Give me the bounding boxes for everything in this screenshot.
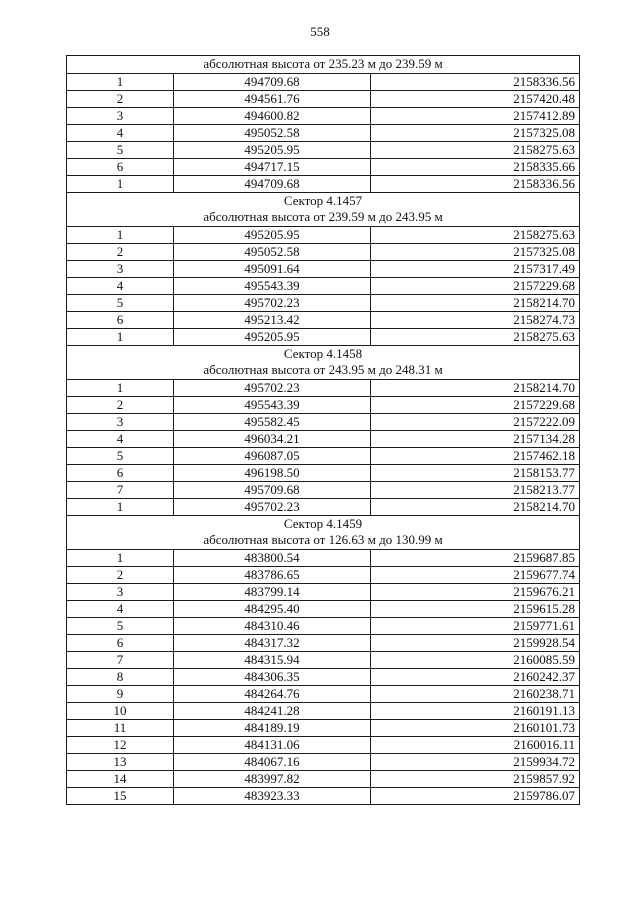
y-coordinate-cell: 2158336.56 xyxy=(371,175,580,192)
point-number-cell: 4 xyxy=(67,277,174,294)
y-coordinate-cell: 2157134.28 xyxy=(371,430,580,447)
y-coordinate-cell: 2159786.07 xyxy=(371,787,580,804)
table-row xyxy=(67,685,580,702)
y-coordinate-cell: 2157462.18 xyxy=(371,447,580,464)
x-coordinate-cell: 484189.19 xyxy=(174,719,371,736)
x-coordinate-cell: 483800.54 xyxy=(174,549,371,566)
sector-title: Сектор 4.1457 xyxy=(283,192,363,208)
sector-header-row xyxy=(67,192,580,226)
point-number-cell: 12 xyxy=(67,736,174,753)
y-coordinate-cell: 2160238.71 xyxy=(371,685,580,702)
x-coordinate-cell: 483997.82 xyxy=(174,770,371,787)
point-number-cell: 14 xyxy=(67,770,174,787)
table-row xyxy=(67,617,580,634)
y-coordinate-cell: 2158274.73 xyxy=(371,311,580,328)
point-number-cell: 11 xyxy=(67,719,174,736)
x-coordinate-cell: 484067.16 xyxy=(174,753,371,770)
point-number-cell: 6 xyxy=(67,634,174,651)
x-coordinate-cell: 484306.35 xyxy=(174,668,371,685)
y-coordinate-cell: 2158213.77 xyxy=(371,481,580,498)
x-coordinate-cell: 494709.68 xyxy=(174,175,371,192)
point-number-cell: 6 xyxy=(67,311,174,328)
table-row xyxy=(67,175,580,192)
x-coordinate-cell: 484264.76 xyxy=(174,685,371,702)
sector-title: Сектор 4.1458 xyxy=(283,345,363,361)
height-range: абсолютная высота от 126.63 м до 130.99 м xyxy=(203,532,443,547)
y-coordinate-cell: 2160085.59 xyxy=(371,651,580,668)
table-row xyxy=(67,243,580,260)
point-number-cell: 1 xyxy=(67,226,174,243)
x-coordinate-cell: 495205.95 xyxy=(174,141,371,158)
x-coordinate-cell: 495543.39 xyxy=(174,277,371,294)
table-row xyxy=(67,498,580,515)
sector-header-row xyxy=(67,515,580,549)
point-number-cell: 5 xyxy=(67,447,174,464)
x-coordinate-cell: 495543.39 xyxy=(174,396,371,413)
y-coordinate-cell: 2159676.21 xyxy=(371,583,580,600)
table-row xyxy=(67,73,580,90)
x-coordinate-cell: 495052.58 xyxy=(174,124,371,141)
point-number-cell: 3 xyxy=(67,413,174,430)
x-coordinate-cell: 494600.82 xyxy=(174,107,371,124)
height-range: абсолютная высота от 235.23 м до 239.59 м xyxy=(203,56,443,71)
table-row xyxy=(67,651,580,668)
table-row xyxy=(67,719,580,736)
x-coordinate-cell: 495213.42 xyxy=(174,311,371,328)
table-row xyxy=(67,107,580,124)
x-coordinate-cell: 496198.50 xyxy=(174,464,371,481)
point-number-cell: 4 xyxy=(67,430,174,447)
y-coordinate-cell: 2158214.70 xyxy=(371,379,580,396)
point-number-cell: 2 xyxy=(67,396,174,413)
x-coordinate-cell: 495702.23 xyxy=(174,294,371,311)
point-number-cell: 2 xyxy=(67,243,174,260)
table-row xyxy=(67,753,580,770)
point-number-cell: 6 xyxy=(67,158,174,175)
x-coordinate-cell: 494709.68 xyxy=(174,73,371,90)
y-coordinate-cell: 2158275.63 xyxy=(371,328,580,345)
y-coordinate-cell: 2157420.48 xyxy=(371,90,580,107)
point-number-cell: 3 xyxy=(67,107,174,124)
x-coordinate-cell: 496087.05 xyxy=(174,447,371,464)
y-coordinate-cell: 2160191.13 xyxy=(371,702,580,719)
point-number-cell: 3 xyxy=(67,260,174,277)
table-row xyxy=(67,379,580,396)
point-number-cell: 5 xyxy=(67,141,174,158)
y-coordinate-cell: 2157222.09 xyxy=(371,413,580,430)
y-coordinate-cell: 2158275.63 xyxy=(371,141,580,158)
x-coordinate-cell: 495702.23 xyxy=(174,498,371,515)
table-row xyxy=(67,328,580,345)
table-row xyxy=(67,549,580,566)
y-coordinate-cell: 2158214.70 xyxy=(371,294,580,311)
point-number-cell: 1 xyxy=(67,73,174,90)
point-number-cell: 6 xyxy=(67,464,174,481)
x-coordinate-cell: 494717.15 xyxy=(174,158,371,175)
y-coordinate-cell: 2159771.61 xyxy=(371,617,580,634)
table-row xyxy=(67,277,580,294)
x-coordinate-cell: 495205.95 xyxy=(174,226,371,243)
sector-header xyxy=(67,192,580,226)
x-coordinate-cell: 484295.40 xyxy=(174,600,371,617)
x-coordinate-cell: 483799.14 xyxy=(174,583,371,600)
sector-header-row xyxy=(67,56,580,74)
table-row xyxy=(67,600,580,617)
point-number-cell: 1 xyxy=(67,549,174,566)
table-row xyxy=(67,464,580,481)
point-number-cell: 1 xyxy=(67,498,174,515)
x-coordinate-cell: 495091.64 xyxy=(174,260,371,277)
x-coordinate-cell: 484241.28 xyxy=(174,702,371,719)
height-range: абсолютная высота от 239.59 м до 243.95 м xyxy=(203,209,443,224)
x-coordinate-cell: 495052.58 xyxy=(174,243,371,260)
table-row xyxy=(67,141,580,158)
table-row xyxy=(67,634,580,651)
page-number: 558 xyxy=(310,24,330,39)
point-number-cell: 10 xyxy=(67,702,174,719)
table-row xyxy=(67,311,580,328)
coordinates-table xyxy=(66,55,580,805)
y-coordinate-cell: 2157412.89 xyxy=(371,107,580,124)
table-row xyxy=(67,158,580,175)
point-number-cell: 3 xyxy=(67,583,174,600)
x-coordinate-cell: 484131.06 xyxy=(174,736,371,753)
y-coordinate-cell: 2159934.72 xyxy=(371,753,580,770)
point-number-cell: 13 xyxy=(67,753,174,770)
point-number-cell: 4 xyxy=(67,600,174,617)
x-coordinate-cell: 494561.76 xyxy=(174,90,371,107)
height-range: абсолютная высота от 243.95 м до 248.31 м xyxy=(203,362,443,377)
y-coordinate-cell: 2159928.54 xyxy=(371,634,580,651)
table-row xyxy=(67,260,580,277)
x-coordinate-cell: 496034.21 xyxy=(174,430,371,447)
x-coordinate-cell: 495709.68 xyxy=(174,481,371,498)
y-coordinate-cell: 2158275.63 xyxy=(371,226,580,243)
point-number-cell: 7 xyxy=(67,651,174,668)
x-coordinate-cell: 483786.65 xyxy=(174,566,371,583)
x-coordinate-cell: 484310.46 xyxy=(174,617,371,634)
point-number-cell: 1 xyxy=(67,328,174,345)
table-row xyxy=(67,430,580,447)
point-number-cell: 1 xyxy=(67,175,174,192)
y-coordinate-cell: 2158336.56 xyxy=(371,73,580,90)
table-row xyxy=(67,413,580,430)
x-coordinate-cell: 495205.95 xyxy=(174,328,371,345)
sector-title: Сектор 4.1459 xyxy=(283,515,363,531)
point-number-cell: 9 xyxy=(67,685,174,702)
x-coordinate-cell: 484317.32 xyxy=(174,634,371,651)
coordinates-table-body xyxy=(67,56,580,805)
y-coordinate-cell: 2158214.70 xyxy=(371,498,580,515)
y-coordinate-cell: 2157325.08 xyxy=(371,124,580,141)
sector-header xyxy=(67,515,580,549)
point-number-cell: 7 xyxy=(67,481,174,498)
point-number-cell: 2 xyxy=(67,566,174,583)
point-number-cell: 2 xyxy=(67,90,174,107)
table-row xyxy=(67,566,580,583)
table-row xyxy=(67,583,580,600)
y-coordinate-cell: 2157317.49 xyxy=(371,260,580,277)
y-coordinate-cell: 2160242.37 xyxy=(371,668,580,685)
table-row xyxy=(67,736,580,753)
table-row xyxy=(67,396,580,413)
y-coordinate-cell: 2157325.08 xyxy=(371,243,580,260)
y-coordinate-cell: 2159687.85 xyxy=(371,549,580,566)
table-row xyxy=(67,668,580,685)
point-number-cell: 5 xyxy=(67,617,174,634)
table-row xyxy=(67,770,580,787)
y-coordinate-cell: 2160016.11 xyxy=(371,736,580,753)
point-number-cell: 4 xyxy=(67,124,174,141)
table-row xyxy=(67,702,580,719)
y-coordinate-cell: 2158335.66 xyxy=(371,158,580,175)
point-number-cell: 15 xyxy=(67,787,174,804)
table-row xyxy=(67,447,580,464)
y-coordinate-cell: 2159677.74 xyxy=(371,566,580,583)
sector-header xyxy=(67,345,580,379)
y-coordinate-cell: 2159615.28 xyxy=(371,600,580,617)
sector-header xyxy=(67,56,580,74)
point-number-cell: 5 xyxy=(67,294,174,311)
table-row xyxy=(67,294,580,311)
table-row xyxy=(67,787,580,804)
x-coordinate-cell: 484315.94 xyxy=(174,651,371,668)
table-row xyxy=(67,226,580,243)
sector-header-row xyxy=(67,345,580,379)
point-number-cell: 1 xyxy=(67,379,174,396)
x-coordinate-cell: 495702.23 xyxy=(174,379,371,396)
y-coordinate-cell: 2160101.73 xyxy=(371,719,580,736)
y-coordinate-cell: 2157229.68 xyxy=(371,277,580,294)
y-coordinate-cell: 2157229.68 xyxy=(371,396,580,413)
x-coordinate-cell: 495582.45 xyxy=(174,413,371,430)
table-row xyxy=(67,90,580,107)
y-coordinate-cell: 2158153.77 xyxy=(371,464,580,481)
y-coordinate-cell: 2159857.92 xyxy=(371,770,580,787)
x-coordinate-cell: 483923.33 xyxy=(174,787,371,804)
table-row xyxy=(67,481,580,498)
point-number-cell: 8 xyxy=(67,668,174,685)
table-row xyxy=(67,124,580,141)
